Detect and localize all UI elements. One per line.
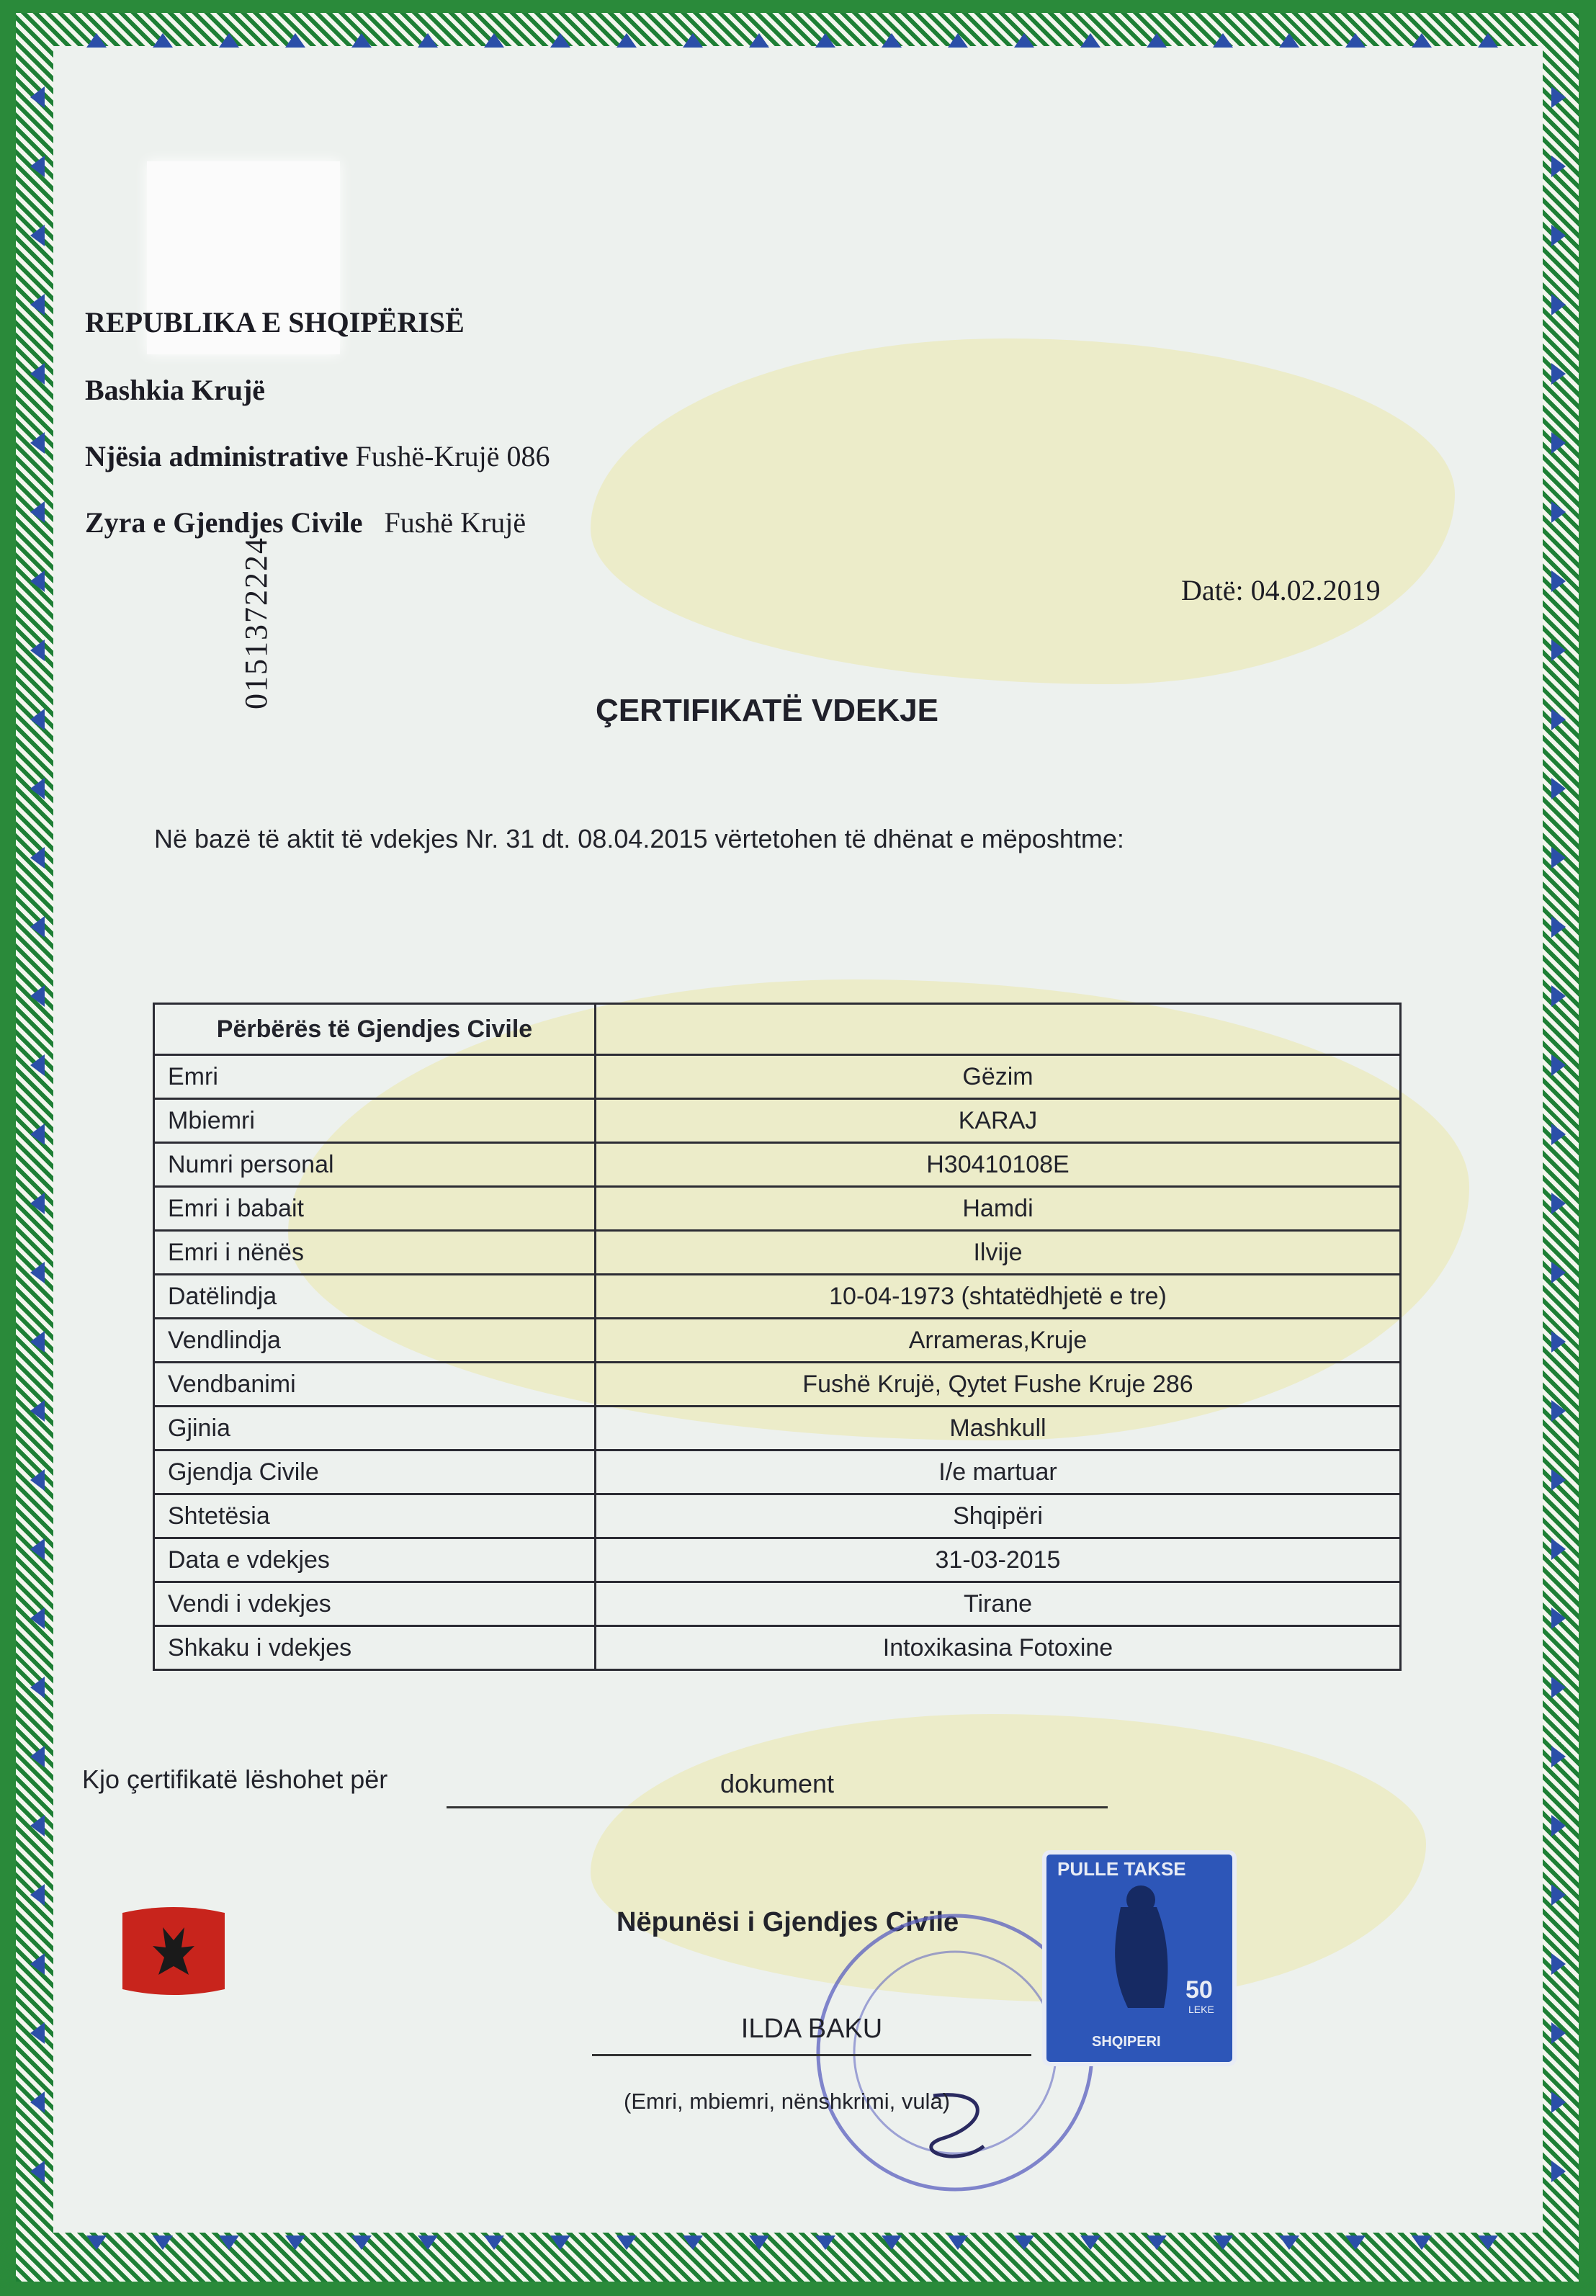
table-header-row xyxy=(154,1004,1401,1055)
border-triangle xyxy=(30,847,45,869)
row-value: Shqipëri xyxy=(596,1494,1401,1538)
tax-stamp-bottom-text: SHQIPERI xyxy=(1092,2034,1161,2050)
border-triangle xyxy=(418,33,438,48)
border-triangle xyxy=(749,33,769,48)
date-label: Datë: xyxy=(1181,574,1244,606)
border-triangle xyxy=(1412,33,1432,48)
border-triangle xyxy=(1551,2091,1566,2113)
border-triangle xyxy=(153,33,173,48)
border-triangle xyxy=(30,432,45,454)
civil-office-label: Zyra e Gjendjes Civile xyxy=(85,506,363,539)
border-triangle xyxy=(30,156,45,177)
table-header-label: Përbërës të Gjendjes Civile xyxy=(154,1004,596,1055)
table-row xyxy=(154,1363,1401,1407)
row-value: I/e martuar xyxy=(596,1450,1401,1494)
row-label: Mbiemri xyxy=(154,1099,596,1143)
row-label: Emri i babait xyxy=(154,1187,596,1231)
intro-text: Në bazë të aktit të vdekjes Nr. 31 dt. 08.04.2015 vërtetohen të dhënat e mëposhtme: xyxy=(154,824,1124,853)
row-label: Vendi i vdekjes xyxy=(154,1582,596,1626)
border-triangle xyxy=(30,1607,45,1629)
row-label: Gjinia xyxy=(154,1407,596,1450)
border-triangle xyxy=(1478,2236,1498,2250)
border-triangle xyxy=(30,1262,45,1283)
row-value: Gëzim xyxy=(596,1055,1401,1099)
border-triangle xyxy=(1551,2161,1566,2182)
admin-unit-value: Fushë-Krujë 086 xyxy=(355,440,550,472)
border-triangle xyxy=(1551,2022,1566,2044)
border-triangle xyxy=(1551,1054,1566,1076)
row-label: Vendlindja xyxy=(154,1319,596,1363)
border-triangle xyxy=(1551,640,1566,661)
republic-heading: REPUBLIKA E SHQIPËRISË xyxy=(85,306,465,338)
row-value: Tirane xyxy=(596,1582,1401,1626)
border-triangle xyxy=(1551,432,1566,454)
border-triangle xyxy=(219,33,239,48)
border-triangle xyxy=(948,33,968,48)
border-triangle xyxy=(484,2236,504,2250)
border-triangle xyxy=(86,33,107,48)
border-triangle xyxy=(30,1469,45,1491)
border-triangle xyxy=(1551,1607,1566,1629)
table-row xyxy=(154,1582,1401,1626)
border-triangle xyxy=(30,1815,45,1837)
admin-unit-label: Njësia administrative xyxy=(85,440,349,472)
row-label: Shtetësia xyxy=(154,1494,596,1538)
table-row xyxy=(154,1494,1401,1538)
row-value: Mashkull xyxy=(596,1407,1401,1450)
row-value: Fushë Krujë, Qytet Fushe Kruje 286 xyxy=(596,1363,1401,1407)
border-triangle xyxy=(1279,2236,1299,2250)
border-triangle xyxy=(882,2236,902,2250)
border-triangle xyxy=(1551,1953,1566,1975)
border-triangle xyxy=(30,570,45,592)
border-triangle xyxy=(815,2236,835,2250)
border-triangle xyxy=(30,2091,45,2113)
border-triangle xyxy=(30,2161,45,2182)
row-value: H30410108E xyxy=(596,1143,1401,1187)
border-triangle xyxy=(1551,363,1566,385)
border-triangle xyxy=(30,1193,45,1214)
issued-for-value: dokument xyxy=(719,1769,835,1798)
border-triangle xyxy=(30,501,45,523)
row-value: Intoxikasina Fotoxine xyxy=(596,1626,1401,1670)
table-row xyxy=(154,1143,1401,1187)
row-value: Hamdi xyxy=(596,1187,1401,1231)
border-triangle xyxy=(617,2236,637,2250)
registry-number: 0151372224 xyxy=(238,537,274,709)
table-row xyxy=(154,1187,1401,1231)
certificate-title: ÇERTIFIKATË VDEKJE xyxy=(596,693,938,728)
border-triangle xyxy=(418,2236,438,2250)
border-triangle xyxy=(1551,847,1566,869)
border-triangle xyxy=(1551,1884,1566,1906)
municipality-line: Bashkia Krujë xyxy=(85,374,266,406)
border-triangle xyxy=(1551,225,1566,246)
border-triangle xyxy=(351,2236,372,2250)
border-triangle xyxy=(1478,33,1498,48)
border-triangle xyxy=(86,2236,107,2250)
border-triangle xyxy=(1147,2236,1167,2250)
border-triangle xyxy=(30,1538,45,1560)
issue-date xyxy=(1181,573,1381,607)
border-triangle xyxy=(617,33,637,48)
civil-status-table xyxy=(153,1003,1402,1671)
table-row xyxy=(154,1275,1401,1319)
table-row xyxy=(154,1626,1401,1670)
border-triangle xyxy=(550,2236,570,2250)
border-triangle xyxy=(1147,33,1167,48)
border-triangle xyxy=(1551,294,1566,315)
border-triangle xyxy=(285,2236,305,2250)
border-triangle xyxy=(1551,570,1566,592)
border-triangle xyxy=(219,2236,239,2250)
tax-stamp-top-text: PULLE TAKSE xyxy=(1057,1858,1186,1880)
border-triangle xyxy=(30,363,45,385)
border-triangle xyxy=(30,778,45,799)
border-triangle xyxy=(30,1331,45,1353)
signature-line xyxy=(592,2054,1031,2056)
border-triangle xyxy=(1080,33,1100,48)
border-triangle xyxy=(1551,1677,1566,1698)
border-triangle xyxy=(30,1124,45,1145)
border-triangle xyxy=(30,1746,45,1767)
border-triangle xyxy=(749,2236,769,2250)
table-row xyxy=(154,1407,1401,1450)
official-title: Nëpunësi i Gjendjes Civile xyxy=(617,1907,959,1937)
border-triangle xyxy=(30,225,45,246)
row-label: Emri i nënës xyxy=(154,1231,596,1275)
table-row xyxy=(154,1450,1401,1494)
table-row xyxy=(154,1319,1401,1363)
tax-stamp-unit: LEKE xyxy=(1188,2004,1214,2015)
official-name: ILDA BAKU xyxy=(740,2014,883,2044)
border-triangle xyxy=(1551,1193,1566,1214)
row-label: Emri xyxy=(154,1055,596,1099)
border-triangle xyxy=(1551,1538,1566,1560)
border-triangle xyxy=(683,2236,703,2250)
row-value: 31-03-2015 xyxy=(596,1538,1401,1582)
civil-office-line xyxy=(85,506,526,539)
row-value: KARAJ xyxy=(596,1099,1401,1143)
border-triangle xyxy=(815,33,835,48)
date-value: 04.02.2019 xyxy=(1250,574,1381,606)
tax-stamp-value: 50 xyxy=(1185,1976,1213,2004)
border-triangle xyxy=(1551,778,1566,799)
row-label: Gjendja Civile xyxy=(154,1450,596,1494)
row-value: 10-04-1973 (shtatëdhjetë e tre) xyxy=(596,1275,1401,1319)
border-triangle xyxy=(1213,2236,1233,2250)
border-triangle xyxy=(30,2022,45,2044)
row-label: Shkaku i vdekjes xyxy=(154,1626,596,1670)
border-triangle xyxy=(1213,33,1233,48)
table-row xyxy=(154,1538,1401,1582)
signature-caption: (Emri, mbiemri, nënshkrimi, vula) xyxy=(624,2089,951,2114)
admin-unit-line xyxy=(85,439,550,473)
border-triangle xyxy=(1551,156,1566,177)
border-triangle xyxy=(1279,33,1299,48)
border-triangle xyxy=(30,985,45,1007)
border-triangle xyxy=(882,33,902,48)
row-label: Numri personal xyxy=(154,1143,596,1187)
border-triangle xyxy=(1345,2236,1366,2250)
table-row xyxy=(154,1231,1401,1275)
border-triangle xyxy=(1551,1746,1566,1767)
border-triangle xyxy=(30,1400,45,1422)
border-triangle xyxy=(1551,1469,1566,1491)
border-triangle xyxy=(30,86,45,108)
border-triangle xyxy=(30,294,45,315)
border-triangle xyxy=(484,33,504,48)
border-triangle xyxy=(30,1884,45,1906)
row-value: Ilvije xyxy=(596,1231,1401,1275)
albanian-flag-icon xyxy=(120,1906,228,1996)
border-triangle xyxy=(351,33,372,48)
border-triangle xyxy=(30,1054,45,1076)
border-triangle xyxy=(1551,1262,1566,1283)
border-triangle xyxy=(30,1953,45,1975)
border-triangle xyxy=(1551,916,1566,938)
row-label: Vendbanimi xyxy=(154,1363,596,1407)
border-triangle xyxy=(30,916,45,938)
row-label: Data e vdekjes xyxy=(154,1538,596,1582)
border-triangle xyxy=(1551,1400,1566,1422)
border-triangle xyxy=(30,1677,45,1698)
tax-stamp xyxy=(1041,1849,1237,2067)
row-label: Datëlindja xyxy=(154,1275,596,1319)
border-triangle xyxy=(1551,86,1566,108)
border-triangle xyxy=(1551,1815,1566,1837)
border-triangle xyxy=(1080,2236,1100,2250)
table-header-empty xyxy=(596,1004,1401,1055)
border-triangle xyxy=(948,2236,968,2250)
table-row xyxy=(154,1055,1401,1099)
civil-office-value: Fushë Krujë xyxy=(384,506,526,539)
border-triangle xyxy=(550,33,570,48)
border-triangle xyxy=(285,33,305,48)
border-triangle xyxy=(1014,33,1034,48)
border-triangle xyxy=(30,640,45,661)
border-triangle xyxy=(1412,2236,1432,2250)
border-triangle xyxy=(683,33,703,48)
table-row xyxy=(154,1099,1401,1143)
border-triangle xyxy=(1551,709,1566,730)
border-triangle xyxy=(1551,1124,1566,1145)
row-value: Arrameras,Kruje xyxy=(596,1319,1401,1363)
border-triangle xyxy=(1345,33,1366,48)
border-triangle xyxy=(1551,501,1566,523)
issued-for-label: Kjo çertifikatë lëshohet për xyxy=(82,1764,388,1794)
border-triangle xyxy=(1551,985,1566,1007)
border-triangle xyxy=(1551,1331,1566,1353)
issued-for-underline xyxy=(447,1806,1108,1808)
border-triangle xyxy=(1014,2236,1034,2250)
border-triangle xyxy=(153,2236,173,2250)
